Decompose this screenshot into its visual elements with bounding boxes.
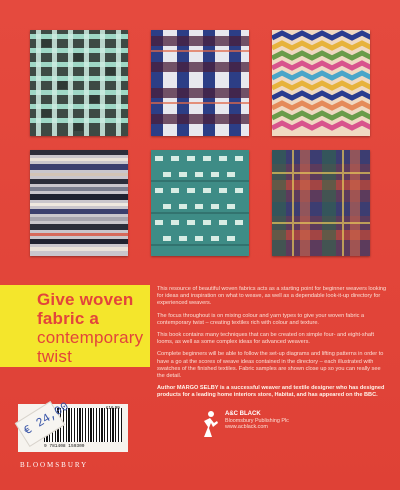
author-bio: Author MARGO SELBY is a successful weaver and textile designer who has designed products for a leading home interiors store, Habitat, and has appeared on the BBC. (157, 385, 385, 399)
fabric-swatch-wave-stripes (272, 30, 370, 136)
blurb-paragraph: The focus throughout is on mixing colour and yarn types to give your woven fabric a contemporary twist – creating textiles rich with colour and texture. (157, 312, 365, 326)
blurb-paragraph: This book contains many techniques that can be created on simple four- and eight-shaft looms, as well as some complex ideas for advanced weavers. (157, 332, 375, 346)
blurb-paragraph: This resource of beautiful woven fabrics acts as a starting point for beginner weavers looking for ideas and inspiration on what to weave, as well as a dependable look-it-up directory for experienced weavers. (157, 286, 387, 307)
tagline-line-1: Give woven (37, 290, 134, 309)
fabric-swatch-tartan (272, 150, 370, 256)
imprint-bloomsbury: BLOOMSBURY (20, 461, 89, 469)
printed-price: £16.99 (106, 405, 120, 410)
blurb-paragraph: Complete beginners will be able to follow the set-up diagrams and lifting patterns in order to have a go at the scores of weave ideas contained in the directory – each illustrated with swatches of the finished textiles. Fabric samples are shown close up so you can really see the detail. (157, 351, 384, 380)
tagline-line-2: fabric a (37, 309, 100, 328)
tagline-line-4: twist (37, 347, 72, 366)
publisher-name: A&C BLACK (225, 411, 261, 417)
publisher-parent: Bloomsbury Publishing Plc (225, 417, 289, 424)
publisher-url[interactable]: www.acblack.com (225, 424, 268, 431)
tagline-line-3: contemporary (37, 328, 144, 347)
back-cover-blurb (157, 286, 387, 405)
sticker-price: € 24,00 (21, 399, 72, 439)
fabric-swatch-horizontal-stripes (30, 150, 128, 256)
publisher-info (225, 411, 289, 431)
fabric-swatch-teal-grid (30, 30, 128, 136)
isbn-number: 9 781408 159309 (44, 444, 85, 449)
publisher-logo-icon (198, 409, 220, 439)
fabric-swatch-teal-block (151, 150, 249, 256)
tagline-callout (0, 285, 150, 367)
fabric-swatch-blue-white-check (151, 30, 249, 136)
